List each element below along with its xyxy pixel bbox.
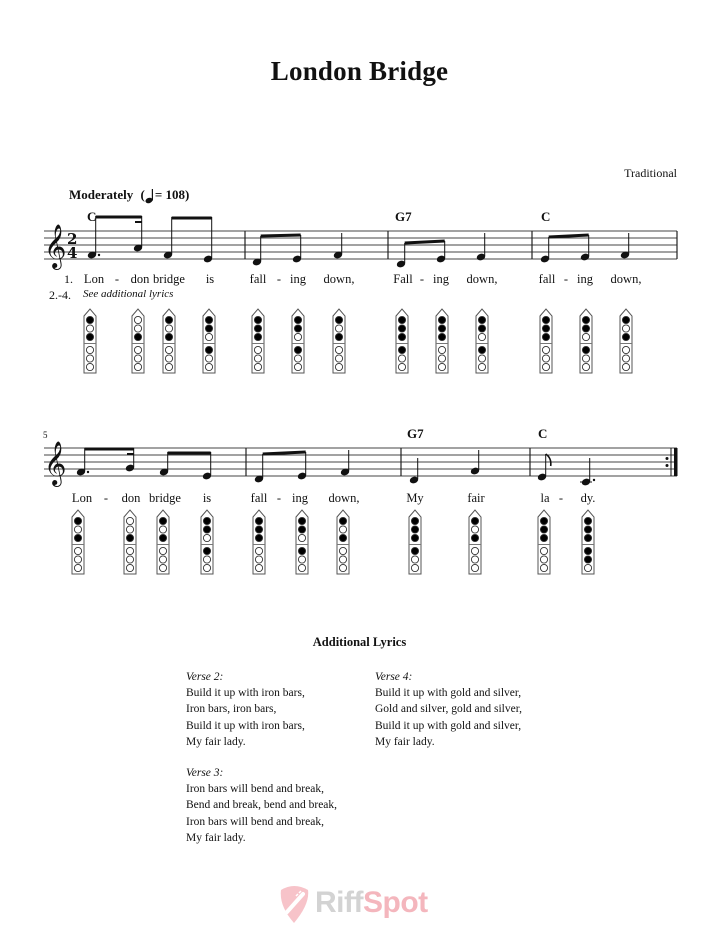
hole-open-icon [542, 363, 549, 370]
lyric-syllable: fall [250, 491, 268, 505]
hole-open-icon [203, 556, 210, 563]
tin-whistle-fingering-chart [619, 308, 633, 374]
lyric-hyphen: - [114, 272, 120, 286]
tin-whistle-fingering-chart [295, 509, 309, 575]
verse-line: My fair lady. [375, 735, 435, 748]
chord-symbol: G7 [407, 426, 424, 441]
hole-closed-icon [255, 526, 262, 533]
verse-line: Bend and break, bend and break, [186, 799, 338, 812]
hole-open-icon [74, 526, 81, 533]
hole-open-icon [335, 355, 342, 362]
chord-symbol: C [538, 426, 548, 441]
logo-text-spot: Spot [362, 886, 428, 919]
tin-whistle-fingering-chart [252, 509, 266, 575]
hole-closed-icon [398, 346, 405, 353]
hole-open-icon [542, 355, 549, 362]
hole-open-icon [339, 556, 346, 563]
lyric-syllable: down, [328, 491, 360, 505]
tin-whistle-fingering-chart [539, 308, 553, 374]
verse-label: Verse 2: [186, 671, 224, 683]
hole-open-icon [298, 564, 305, 571]
lyric-hyphen: - [276, 491, 282, 505]
verse-4-block [375, 669, 522, 750]
hole-open-icon [471, 556, 478, 563]
hole-closed-icon [622, 333, 629, 340]
chord-symbol: G7 [395, 209, 412, 224]
tin-whistle-fingering-chart [537, 509, 551, 575]
lyric-syllable: bridge [149, 491, 181, 505]
hole-open-icon [540, 547, 547, 554]
verse-label: Verse 4: [375, 671, 413, 683]
hole-open-icon [134, 363, 141, 370]
hole-open-icon [438, 355, 445, 362]
hole-closed-icon [584, 526, 591, 533]
additional-lyrics-title: Additional Lyrics [312, 635, 407, 649]
treble-clef-icon: 𝄞 [44, 224, 67, 268]
hole-open-icon [438, 363, 445, 370]
verse-line: Iron bars will bend and break, [186, 815, 324, 828]
hole-closed-icon [540, 534, 547, 541]
hole-closed-icon [74, 534, 81, 541]
tin-whistle-fingering-chart [408, 509, 422, 575]
hole-closed-icon [582, 346, 589, 353]
lyric-syllable: ing [292, 491, 308, 505]
lyric-syllable: fair [467, 491, 485, 505]
hole-closed-icon [298, 526, 305, 533]
verse-line: My fair lady. [186, 831, 246, 844]
tin-whistle-fingering-chart [202, 308, 216, 374]
hole-closed-icon [255, 517, 262, 524]
lyric-syllable: My [406, 491, 424, 505]
hole-closed-icon [134, 333, 141, 340]
verse-line: Iron bars, iron bars, [186, 703, 277, 716]
lyric-syllable: down, [610, 272, 642, 286]
hole-closed-icon [294, 316, 301, 323]
hole-open-icon [205, 363, 212, 370]
tin-whistle-fingering-chart [83, 308, 97, 374]
tin-whistle-fingering-chart [200, 509, 214, 575]
lyric-syllable: is [205, 272, 215, 286]
hole-closed-icon [298, 517, 305, 524]
hole-open-icon [165, 363, 172, 370]
hole-closed-icon [398, 316, 405, 323]
hole-open-icon [582, 363, 589, 370]
hole-open-icon [582, 333, 589, 340]
lyric-syllable: don [121, 491, 141, 505]
hole-closed-icon [542, 333, 549, 340]
verse-line: Build it up with gold and silver, [375, 687, 522, 700]
hole-closed-icon [478, 346, 485, 353]
hole-closed-icon [540, 526, 547, 533]
time-signature: 2 [67, 230, 78, 248]
hole-open-icon [255, 564, 262, 571]
verse-line: Gold and silver, gold and silver, [375, 703, 522, 716]
verse-number-2-4: 2.-4. [49, 288, 71, 302]
fingering-charts-system-2 [0, 509, 719, 575]
hole-open-icon [294, 363, 301, 370]
verse-3-block [186, 765, 337, 846]
tin-whistle-fingering-chart [435, 308, 449, 374]
see-additional-lyrics-note: See additional lyrics [83, 288, 174, 300]
hole-open-icon [134, 325, 141, 332]
hole-open-icon [74, 547, 81, 554]
hole-closed-icon [584, 556, 591, 563]
tin-whistle-fingering-chart [291, 308, 305, 374]
hole-open-icon [398, 355, 405, 362]
hole-open-icon [542, 346, 549, 353]
lyric-syllable: Fall [393, 272, 413, 286]
verse-line: Build it up with iron bars, [186, 687, 305, 700]
hole-closed-icon [74, 517, 81, 524]
hole-closed-icon [86, 316, 93, 323]
hole-closed-icon [478, 325, 485, 332]
hole-closed-icon [205, 325, 212, 332]
tin-whistle-fingering-chart [468, 509, 482, 575]
verse-2-block [186, 669, 305, 750]
hole-open-icon [203, 534, 210, 541]
chord-symbol: C [87, 209, 97, 224]
lyric-syllable: down, [323, 272, 355, 286]
lyric-syllable: fall [538, 272, 556, 286]
lyric-syllable: down, [466, 272, 498, 286]
tin-whistle-fingering-chart [395, 308, 409, 374]
tin-whistle-fingering-chart [332, 308, 346, 374]
hole-open-icon [582, 355, 589, 362]
hole-open-icon [134, 316, 141, 323]
hole-open-icon [335, 363, 342, 370]
hole-open-icon [478, 355, 485, 362]
verse-line: Iron bars will bend and break, [186, 783, 324, 796]
lyric-syllable: dy. [580, 491, 596, 505]
song-title: London Bridge [270, 56, 449, 86]
hole-open-icon [86, 325, 93, 332]
hole-closed-icon [294, 346, 301, 353]
hole-open-icon [335, 346, 342, 353]
tin-whistle-fingering-chart [475, 308, 489, 374]
lyric-syllable: don [130, 272, 150, 286]
hole-open-icon [411, 564, 418, 571]
verse-label: Verse 3: [186, 767, 224, 779]
hole-open-icon [335, 325, 342, 332]
verse-line: Build it up with iron bars, [186, 719, 305, 732]
hole-open-icon [126, 517, 133, 524]
hole-closed-icon [411, 534, 418, 541]
tempo-label: Moderately [69, 187, 134, 202]
hole-open-icon [622, 325, 629, 332]
hole-open-icon [254, 355, 261, 362]
hole-closed-icon [298, 547, 305, 554]
hole-closed-icon [471, 517, 478, 524]
notes-measure-1 [87, 216, 213, 263]
hole-closed-icon [254, 333, 261, 340]
hole-closed-icon [335, 316, 342, 323]
hole-closed-icon [584, 547, 591, 554]
hole-open-icon [255, 556, 262, 563]
hole-open-icon [165, 325, 172, 332]
hole-closed-icon [159, 534, 166, 541]
lyric-syllable: is [202, 491, 212, 505]
hole-closed-icon [159, 517, 166, 524]
hole-open-icon [134, 355, 141, 362]
hole-open-icon [126, 556, 133, 563]
hole-open-icon [165, 346, 172, 353]
hole-closed-icon [542, 316, 549, 323]
hole-closed-icon [86, 333, 93, 340]
chord-symbol: C [541, 209, 551, 224]
hole-open-icon [134, 346, 141, 353]
hole-closed-icon [540, 517, 547, 524]
lyric-hyphen: - [563, 272, 569, 286]
tin-whistle-fingering-chart [123, 509, 137, 575]
hole-closed-icon [438, 333, 445, 340]
hole-closed-icon [398, 325, 405, 332]
hole-open-icon [298, 534, 305, 541]
hole-closed-icon [205, 316, 212, 323]
hole-open-icon [159, 547, 166, 554]
verse-number-1: 1. [64, 272, 73, 286]
fingering-charts-system-1 [0, 308, 719, 374]
hole-open-icon [478, 333, 485, 340]
composer-credit: Traditional [624, 166, 677, 180]
hole-closed-icon [254, 316, 261, 323]
hole-closed-icon [622, 316, 629, 323]
lyric-syllable: Lon [83, 272, 105, 286]
hole-open-icon [126, 564, 133, 571]
hole-open-icon [339, 547, 346, 554]
svg-text:4: 4 [67, 244, 78, 262]
tin-whistle-fingering-chart [71, 509, 85, 575]
measure-number: 5 [43, 430, 48, 440]
hole-closed-icon [398, 333, 405, 340]
hole-open-icon [471, 564, 478, 571]
hole-closed-icon [339, 534, 346, 541]
hole-closed-icon [339, 517, 346, 524]
logo-text-riff: Riff [315, 886, 363, 919]
hole-closed-icon [203, 526, 210, 533]
lyric-syllable: fall [249, 272, 267, 286]
hole-closed-icon [478, 316, 485, 323]
hole-open-icon [254, 363, 261, 370]
hole-closed-icon [165, 333, 172, 340]
lyric-hyphen: - [103, 491, 109, 505]
hole-open-icon [411, 556, 418, 563]
hole-open-icon [584, 564, 591, 571]
tin-whistle-fingering-chart [336, 509, 350, 575]
hole-closed-icon [584, 517, 591, 524]
hole-open-icon [159, 526, 166, 533]
hole-open-icon [622, 346, 629, 353]
hole-open-icon [398, 363, 405, 370]
hole-open-icon [74, 556, 81, 563]
lyric-syllable: la [540, 491, 550, 505]
hole-open-icon [339, 526, 346, 533]
hole-open-icon [86, 355, 93, 362]
hole-open-icon [622, 363, 629, 370]
lyric-syllable: ing [290, 272, 306, 286]
hole-closed-icon [254, 325, 261, 332]
lyric-syllable: ing [577, 272, 593, 286]
tempo-value: = 108) [154, 187, 190, 202]
hole-open-icon [159, 556, 166, 563]
verse-line: Build it up with gold and silver, [375, 719, 522, 732]
hole-open-icon [622, 355, 629, 362]
staff-lines-system-2 [44, 448, 677, 476]
hole-closed-icon [203, 547, 210, 554]
hole-closed-icon [582, 316, 589, 323]
hole-open-icon [254, 346, 261, 353]
hole-open-icon [471, 526, 478, 533]
notes-measure-8 [537, 454, 595, 486]
hole-open-icon [205, 355, 212, 362]
hole-open-icon [438, 346, 445, 353]
hole-open-icon [165, 355, 172, 362]
lyric-syllable: Lon [71, 491, 93, 505]
riffspot-watermark-logo [277, 884, 447, 924]
hole-closed-icon [294, 325, 301, 332]
tin-whistle-fingering-chart [579, 308, 593, 374]
hole-closed-icon [411, 526, 418, 533]
tin-whistle-fingering-chart [251, 308, 265, 374]
hole-closed-icon [205, 346, 212, 353]
hole-open-icon [471, 547, 478, 554]
hole-closed-icon [584, 534, 591, 541]
hole-closed-icon [165, 316, 172, 323]
tin-whistle-fingering-chart [156, 509, 170, 575]
hole-open-icon [339, 564, 346, 571]
hole-open-icon [86, 346, 93, 353]
lyric-hyphen: - [419, 272, 425, 286]
hole-open-icon [540, 556, 547, 563]
hole-open-icon [205, 333, 212, 340]
lyric-syllable: bridge [153, 272, 185, 286]
tempo-open-paren: ( [140, 187, 145, 202]
hole-open-icon [540, 564, 547, 571]
hole-open-icon [126, 526, 133, 533]
tin-whistle-fingering-chart [581, 509, 595, 575]
hole-open-icon [74, 564, 81, 571]
hole-open-icon [294, 355, 301, 362]
hole-closed-icon [203, 517, 210, 524]
hole-closed-icon [542, 325, 549, 332]
lyric-hyphen: - [276, 272, 282, 286]
hole-closed-icon [126, 534, 133, 541]
hole-open-icon [203, 564, 210, 571]
guitar-pick-icon [277, 884, 311, 924]
hole-open-icon [159, 564, 166, 571]
verse-line: My fair lady. [186, 735, 246, 748]
hole-closed-icon [438, 325, 445, 332]
hole-closed-icon [582, 325, 589, 332]
tin-whistle-fingering-chart [131, 308, 145, 374]
lyric-hyphen: - [558, 491, 564, 505]
hole-closed-icon [255, 534, 262, 541]
hole-closed-icon [438, 316, 445, 323]
lyric-syllable: ing [433, 272, 449, 286]
hole-open-icon [478, 363, 485, 370]
hole-open-icon [255, 547, 262, 554]
hole-open-icon [126, 547, 133, 554]
hole-closed-icon [471, 534, 478, 541]
hole-open-icon [298, 556, 305, 563]
hole-closed-icon [335, 333, 342, 340]
hole-open-icon [294, 333, 301, 340]
tin-whistle-fingering-chart [162, 308, 176, 374]
hole-closed-icon [411, 517, 418, 524]
hole-closed-icon [411, 547, 418, 554]
treble-clef-icon: 𝄞 [44, 441, 67, 485]
hole-open-icon [86, 363, 93, 370]
